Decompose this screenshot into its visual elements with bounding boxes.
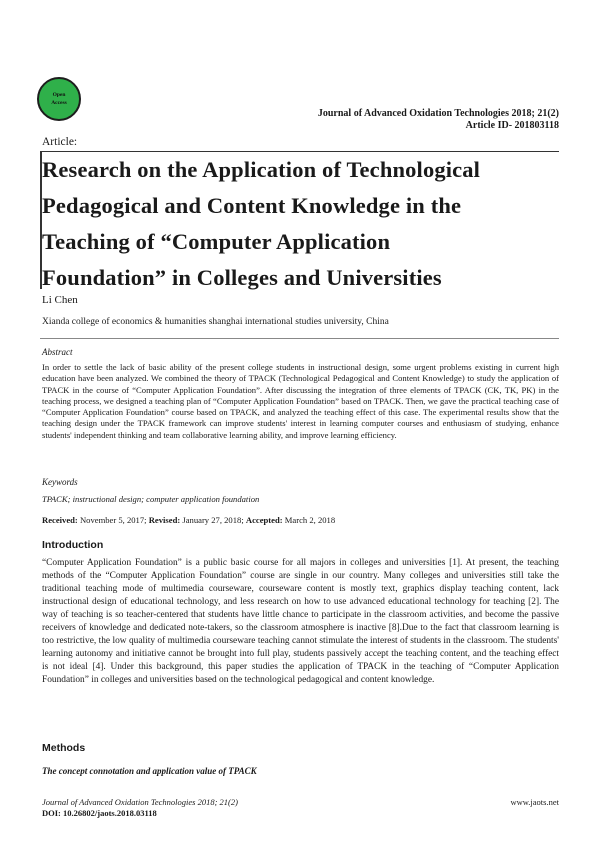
received-label: Received: [42,515,78,525]
journal-header [318,108,559,132]
revised-date: January 27, 2018; [182,515,244,525]
introduction-heading: Introduction [42,539,104,551]
accepted-date: March 2, 2018 [284,515,336,525]
title-line: Pedagogical and Content Knowledge in the [42,193,462,218]
section-divider [40,338,559,339]
journal-citation: Journal of Advanced Oxidation Technologies 2018; 21(2) [317,108,559,119]
keywords-text: TPACK; instructional design; computer application foundation [42,494,260,504]
title-line: Research on the Application of Technological [42,157,481,182]
badge-line-1: Open [52,92,66,98]
article-id: Article ID- 201803118 [465,120,559,131]
title-line: Teaching of “Computer Application [42,229,391,254]
open-access-badge [37,77,81,121]
keywords-label: Keywords [42,477,78,487]
abstract-label: Abstract [42,347,73,357]
abstract-text: In order to settle the lack of basic ability of the present college students in instructional design, some urgent problems existing in current high education have been analyzed. We combined the theory of TPACK (Technological Pedagogical and Content Knowledge) to study the application of TPACK in the course of “Computer Application Foundation”. After discussing the integration of three elements of TPACK (CK, TK, PK) in the teaching process, we designed a teaching plan of “Computer Application Foundation” based on TPACK. Then, we gave the practical teaching case of “Computer Application Foundation” course based on TPACK, and analyzed the teaching effect of this case. The experimental results show that the teaching design under the TPACK framework can improve students' interest in learning computer courses and enthusiasm of studying, enhance students' independent thinking and team collaborative learning ability, and improve learning efficiency. [42,362,559,440]
accepted-label: Accepted: [245,515,283,525]
article-title [42,152,562,296]
footer-doi: DOI: 10.26802/jaots.2018.03118 [42,808,157,818]
author-name: Li Chen [42,294,78,306]
footer-journal: Journal of Advanced Oxidation Technologies 2018; 21(2) [42,797,238,807]
footer-website[interactable]: www.jaots.net [510,797,559,807]
footer-citation [42,797,238,819]
author-affiliation: Xianda college of economics & humanities shanghai international studies university, China [42,317,389,327]
article-type-label: Article: [42,136,78,148]
title-line: Foundation” in Colleges and Universities [42,265,442,290]
badge-line-2: Access [51,100,67,106]
revised-label: Revised: [148,515,181,525]
methods-subheading: The concept connotation and application value of TPACK [42,766,257,776]
methods-heading: Methods [42,742,86,754]
article-dates [42,515,335,525]
received-date: November 5, 2017; [79,515,147,525]
introduction-text: “Computer Application Foundation” is a public basic course for all majors in colleges and universities [1]. At present, the teaching methods of the “Computer Application Foundation” course are single in our country. Many colleges and universities still take the traditional teaching mode of multimedia courseware, courseware content is mostly text, graphics display teaching content, lack instructional design of educational technology, and less research on how to use advanced educational technology for teaching [2]. The way of teaching is so teacher-centered that students have little chance to participate in the classroom activities, and become the passive receivers of knowledge and dedicated note-takers, so the classroom atmosphere is inactive [8].Due to the fact that classroom learning is too restrictive, the low quality of multimedia courseware teaching cannot stimulate the interest of students in the classroom. The students' learning autonomy and initiative cannot be brought into full play, students passively accept the teaching content, and the teaching effect is not ideal [4]. Under this background, this paper studies the application of TPACK in the teaching of “Computer Application Foundation” in colleges and universities based on the technological pedagogical and content knowledge. [42,558,559,686]
